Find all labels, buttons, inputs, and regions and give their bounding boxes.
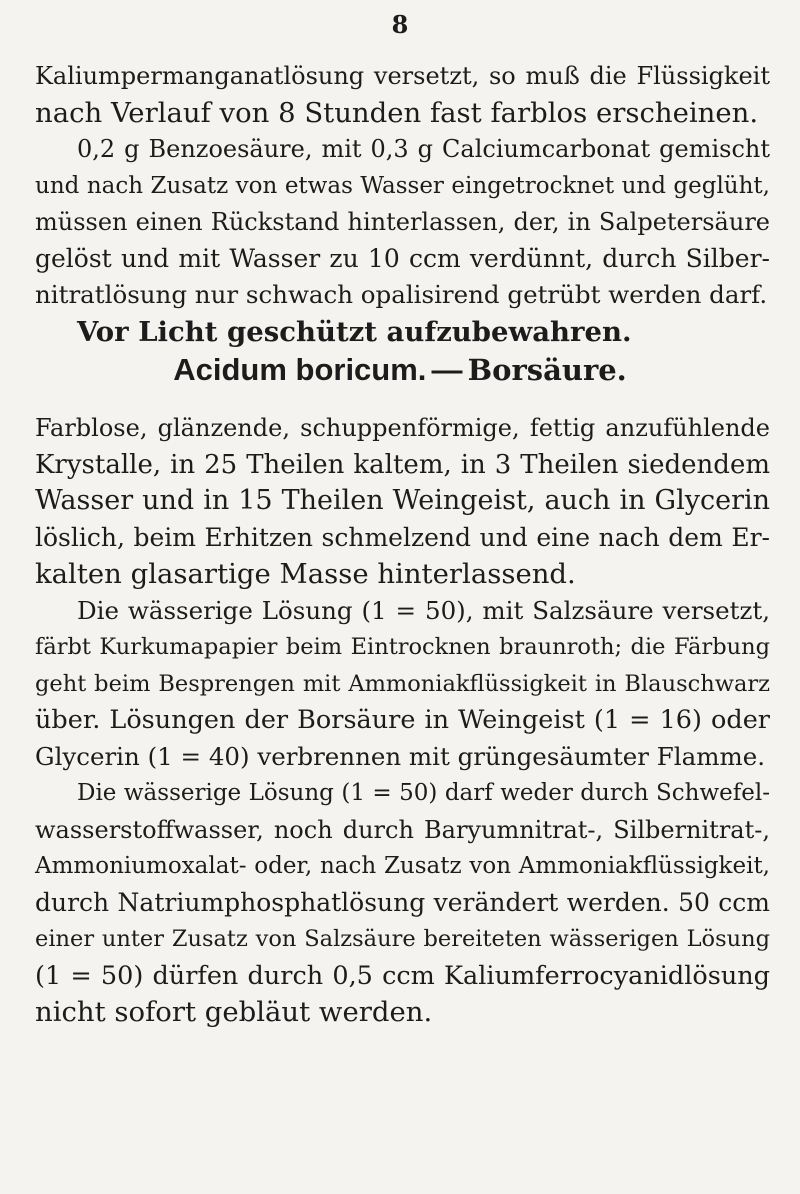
text-line: nitratlösung nur schwach opalisirend getrübt werden darf.: [35, 280, 768, 309]
text-line: Wasser und in 15 Theilen Weingeist, auch in Glycerin: [35, 485, 770, 516]
top-section: [35, 58, 770, 350]
text-line: einer unter Zusatz von Salzsäure bereiteten wässerigen Lösung: [35, 926, 770, 952]
text-line: Farblose, glänzende, schuppenförmige, fettig anzufühlende: [35, 414, 770, 442]
heading-latin: Acidum boricum.: [173, 352, 427, 387]
text-line: Kaliumpermanganatlösung versetzt, so muß die Flüssigkeit: [35, 62, 770, 90]
text-line: färbt Kurkumapapier beim Eintrocknen braunroth; die Färbung: [35, 634, 770, 660]
page-number: 8: [391, 10, 409, 39]
paragraph-permanganate: [35, 58, 770, 131]
text-line: Ammoniumoxalat- oder, nach Zusatz von Ammoniakflüssigkeit,: [35, 853, 770, 879]
text-line: nicht sofort gebläut werden.: [35, 996, 433, 1028]
text-line: gelöst und mit Wasser zu 10 ccm verdünnt, durch Silber-: [35, 243, 770, 273]
storage-caution: Vor Licht geschützt aufzubewahren.: [77, 315, 632, 348]
section-heading: [0, 350, 800, 395]
text-line: und nach Zusatz von etwas Wasser eingetrocknet und geglüht,: [35, 172, 770, 199]
text-line: kalten glasartige Masse hinterlassend.: [35, 558, 576, 590]
paragraph-description: [35, 410, 770, 593]
text-line: über. Lösungen der Borsäure in Weingeist (1 = 16) oder: [35, 705, 770, 735]
paragraph-purity-tests: [35, 775, 770, 1031]
text-line: löslich, beim Erhitzen schmelzend und eine nach dem Er-: [35, 522, 770, 552]
text-line: Die wässerige Lösung (1 = 50) darf weder durch Schwefel-: [77, 780, 770, 806]
text-line: durch Natriumphosphatlösung verändert werden. 50 ccm: [35, 887, 770, 917]
text-line: müssen einen Rückstand hinterlassen, der, in Salpetersäure: [35, 208, 770, 236]
text-line: Krystalle, in 25 Theilen kaltem, in 3 Theilen siedendem: [35, 449, 770, 480]
text-line: wasserstoffwasser, noch durch Baryumnitrat-, Silbernitrat-,: [35, 815, 770, 844]
text-line: nach Verlauf von 8 Stunden fast farblos erscheinen.: [35, 96, 759, 129]
text-line: Die wässerige Lösung (1 = 50), mit Salzsäure versetzt,: [77, 595, 770, 625]
heading-german: Borsäure.: [467, 353, 627, 387]
text-line: 0,2 g Benzoesäure, mit 0,3 g Calciumcarbonat gemischt: [77, 135, 770, 163]
text-line: Glycerin (1 = 40) verbrennen mit grüngesäumter Flamme.: [35, 741, 765, 771]
text-line: (1 = 50) dürfen durch 0,5 ccm Kaliumferrocyanidlösung: [35, 960, 770, 991]
paragraph-identification: [35, 593, 770, 776]
boric-acid-section: [35, 410, 770, 1031]
text-line: geht beim Besprengen mit Ammoniakflüssigkeit in Blauschwarz: [35, 670, 770, 697]
heading-dash: —: [431, 352, 463, 387]
paragraph-benzoic-acid: [35, 131, 770, 314]
